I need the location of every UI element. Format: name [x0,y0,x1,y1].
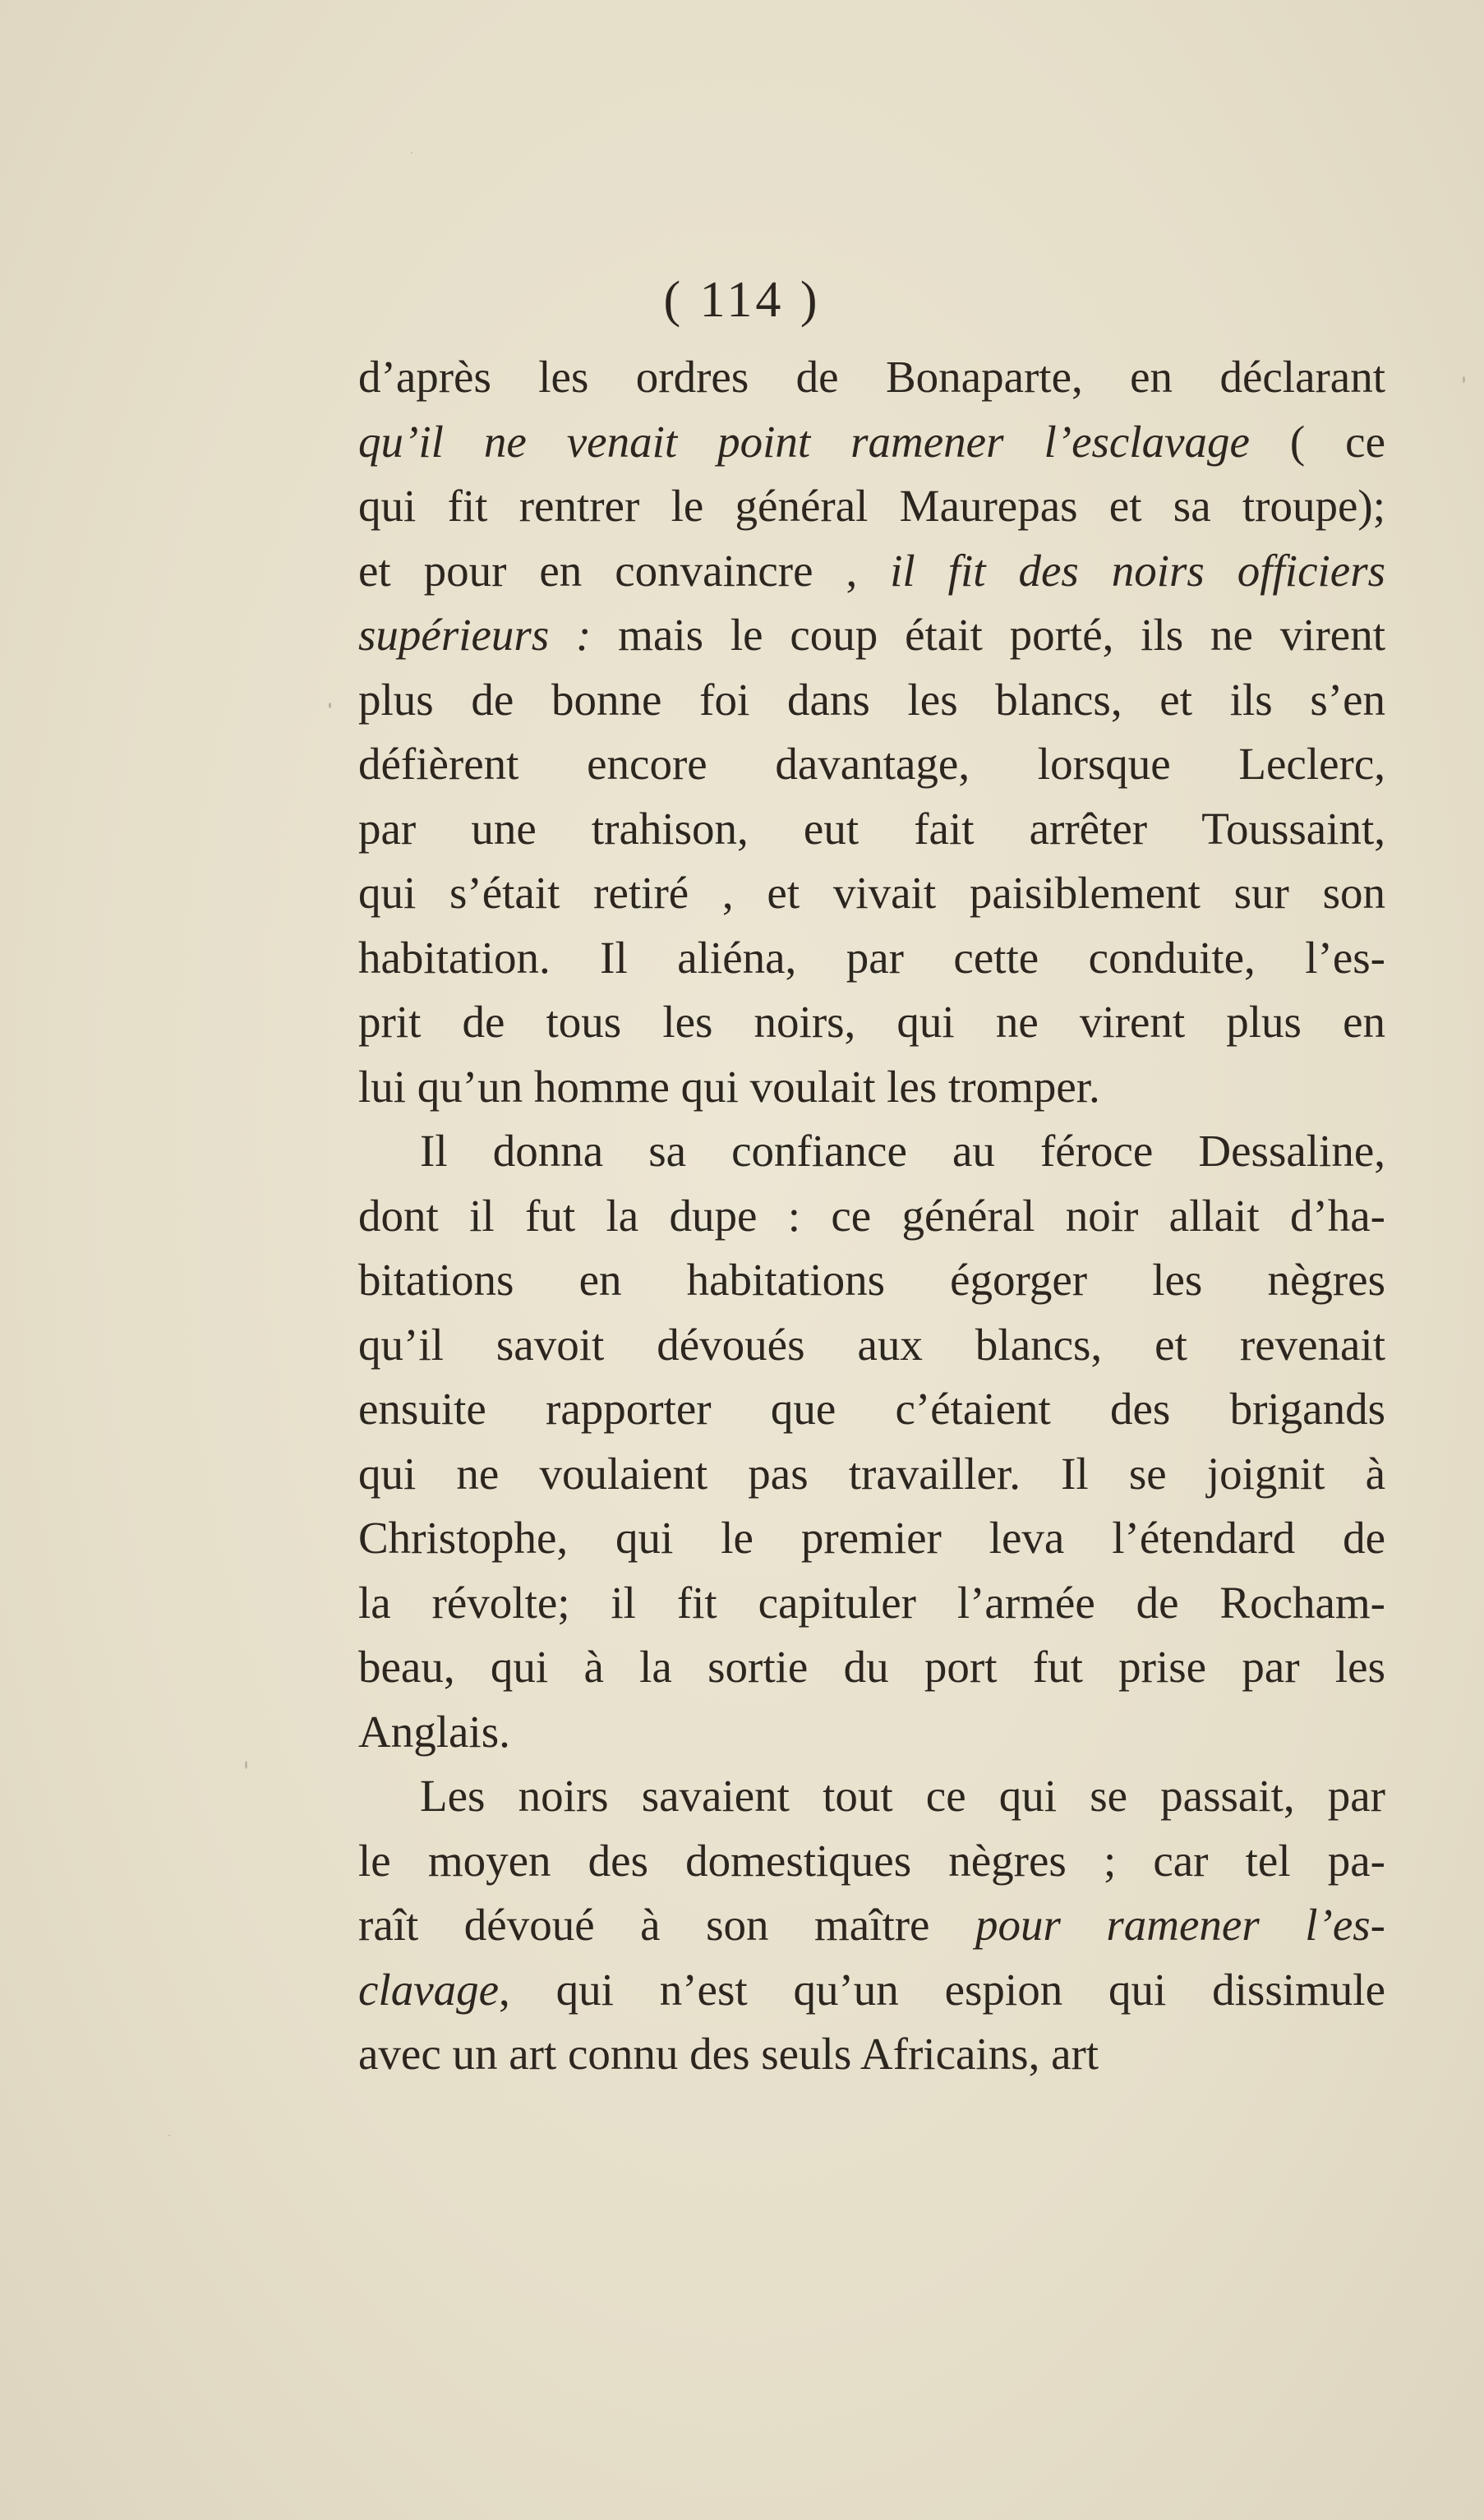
italic-text-segment: qu’il ne venait point ramener l’esclavage [358,416,1250,467]
text-segment: plus de bonne foi dans les blancs, et ils s’en [358,674,1385,725]
text-line [358,1571,1385,1636]
text-segment: beau, qui à la sortie du port fut prise par les [358,1642,1385,1692]
text-segment: lui qu’un homme qui voulait les tromper. [358,1061,1100,1112]
text-line [358,797,1385,862]
paper-speck [245,1761,247,1769]
text-segment: d’après les ordres de Bonaparte, en déclarant [358,352,1385,402]
text-line [358,539,1385,604]
text-segment: habitation. Il aliéna, par cette conduite, l’es- [358,932,1385,983]
paper-speck [168,2135,170,2136]
text-line [358,2022,1385,2087]
text-segment: défièrent encore davantage, lorsque Leclerc, [358,739,1385,789]
paragraph [358,1764,1385,2087]
text-line [358,474,1385,539]
text-segment: avec un art connu des seuls Africains, art [358,2029,1099,2079]
paragraph [358,1119,1385,1764]
text-segment: mais le coup était porté, ils ne virent [591,610,1385,660]
text-line [358,1248,1385,1313]
text-line [358,861,1385,926]
text-line [358,990,1385,1055]
text-segment: ( ce [1249,416,1386,467]
text-segment: qu’il savoit dévoués aux blancs, et revenait [358,1319,1385,1370]
text-segment: dont il fut la dupe : ce général noir allait d’ha- [358,1190,1385,1241]
text-segment: par une trahison, eut fait arrêter Toussaint, [358,803,1385,854]
italic-text-segment: il fit des noirs officiers [890,545,1386,596]
text-segment: Il donna sa confiance au féroce Dessaline, [420,1126,1385,1176]
text-line [358,1377,1385,1442]
text-line [358,1442,1385,1507]
text-line [358,1700,1385,1765]
text-line [358,1764,1385,1829]
text-segment: la révolte; il fit capituler l’armée de Rocham- [358,1577,1385,1628]
paragraph [358,345,1385,1119]
text-segment: raît dévoué à son maître [358,1900,975,1950]
paper-speck [1463,376,1465,383]
text-line [358,1506,1385,1571]
page-number: ( 114 ) [663,272,821,328]
text-line [358,1893,1385,1958]
text-line [358,1635,1385,1700]
text-line [358,668,1385,733]
text-line [358,1184,1385,1249]
text-line [358,410,1385,475]
text-line [358,1958,1385,2023]
text-line [358,732,1385,797]
body-text [358,345,1385,2087]
text-segment: Anglais. [358,1706,510,1757]
text-segment: prit de tous les noirs, qui ne virent plus en [358,997,1385,1047]
text-segment: ensuite rapporter que c’étaient des brigands [358,1384,1385,1434]
text-segment: qui s’était retiré , et vivait paisiblement sur son [358,868,1385,918]
text-line [358,1313,1385,1378]
text-segment: le moyen des domestiques nègres ; car tel pa- [358,1835,1385,1886]
text-segment: qui ne voulaient pas travailler. Il se joignit à [358,1448,1385,1499]
text-line [358,1119,1385,1184]
text-segment: bitations en habitations égorger les nègres [358,1255,1385,1305]
text-line [358,345,1385,410]
italic-text-segment: pour ramener l’es- [975,1900,1385,1950]
text-segment: , qui n’est qu’un espion qui dissimule [499,1964,1385,2015]
text-line [358,1055,1385,1120]
text-segment: qui fit rentrer le général Maurepas et sa troupe); [358,481,1385,531]
text-segment: Les noirs savaient tout ce qui se passait, par [420,1771,1385,1821]
text-segment: et pour en convaincre , [358,545,891,596]
italic-text-segment: supérieurs : [358,610,592,660]
text-line [358,603,1385,668]
text-line [358,1829,1385,1894]
paper-speck [411,152,412,154]
paper-speck [329,703,331,708]
text-line [358,926,1385,991]
text-segment: Christophe, qui le premier leva l’étendard de [358,1513,1385,1563]
italic-text-segment: clavage [358,1964,500,2015]
